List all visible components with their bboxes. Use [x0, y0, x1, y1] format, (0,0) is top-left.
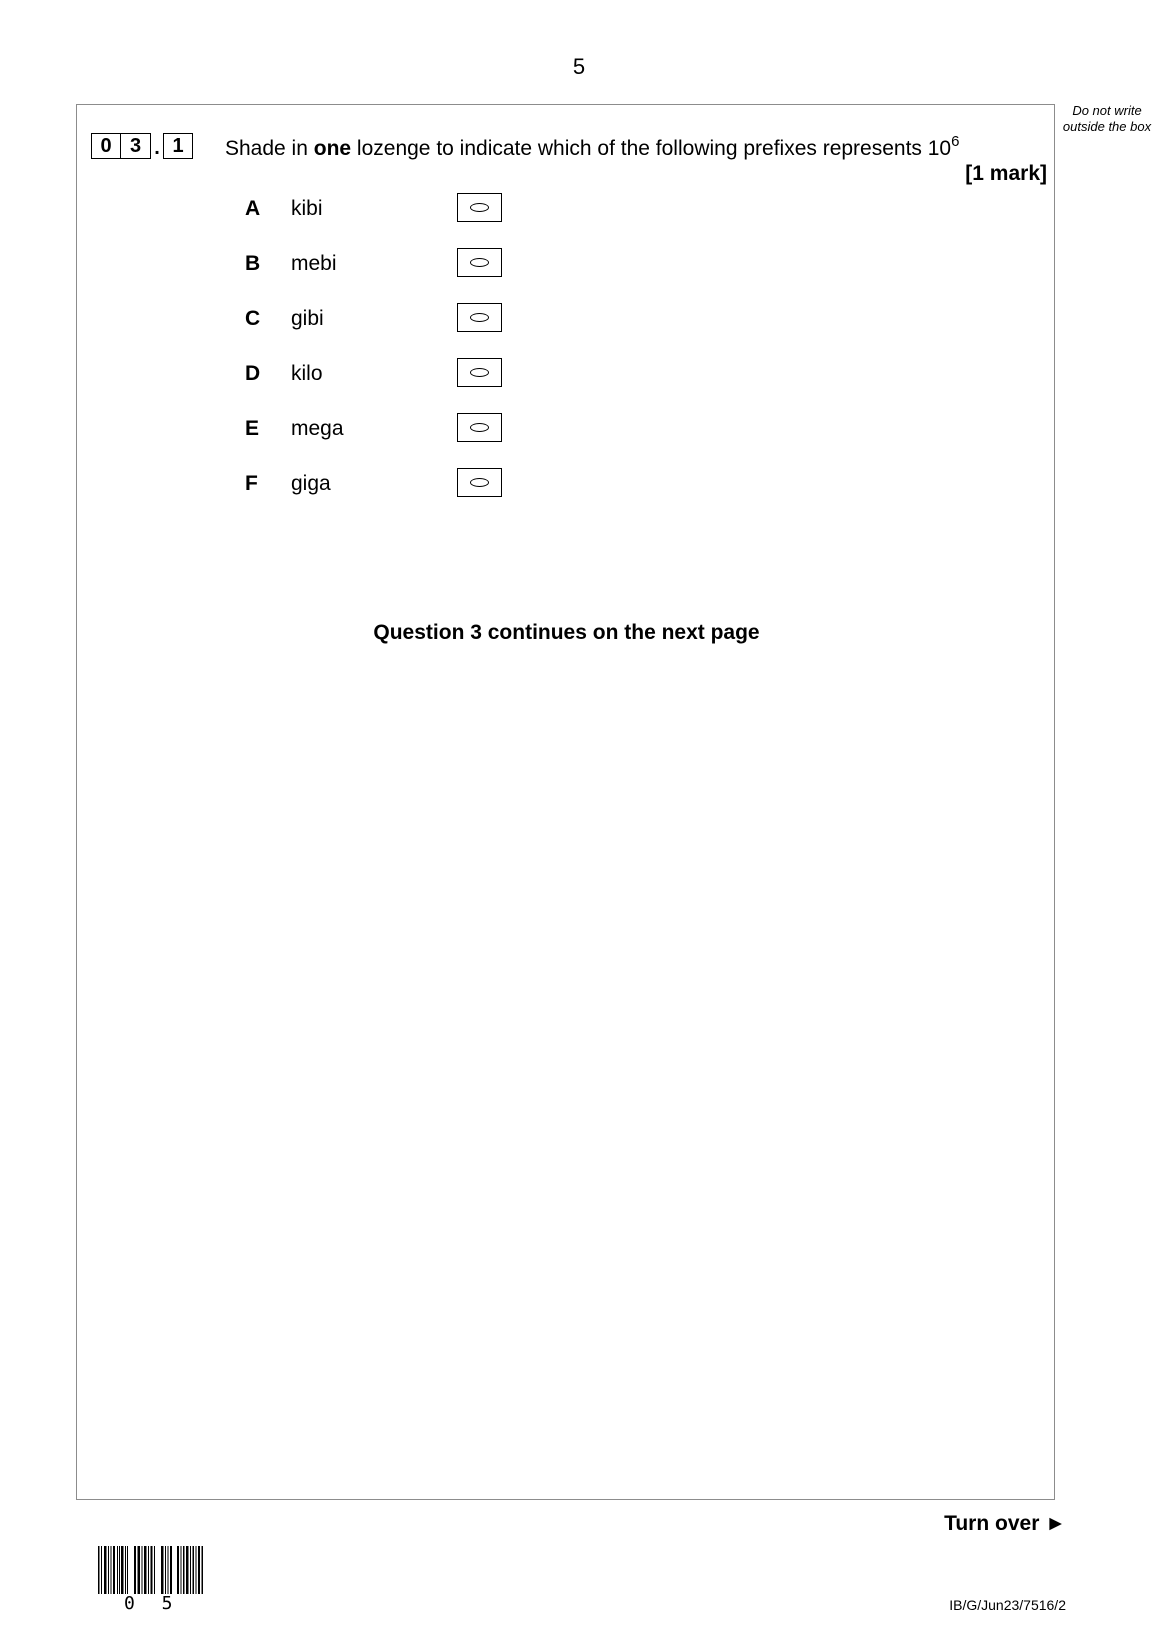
option-label: gibi	[291, 307, 324, 330]
question-part-box: 1	[163, 133, 193, 159]
lozenge-box[interactable]	[457, 468, 502, 497]
option-row	[0, 468, 600, 500]
question-text	[225, 133, 959, 161]
margin-note: Do not write outside the box	[1062, 103, 1152, 134]
continues-note: Question 3 continues on the next page	[373, 621, 760, 644]
option-letter: A	[245, 197, 261, 220]
lozenge-icon	[470, 423, 489, 432]
option-letter: C	[245, 307, 261, 330]
option-label: mebi	[291, 252, 337, 275]
option-label: mega	[291, 417, 344, 440]
lozenge-box[interactable]	[457, 193, 502, 222]
option-row	[0, 193, 600, 225]
option-label: kilo	[291, 362, 323, 385]
question-digit-box: 0	[91, 133, 121, 159]
lozenge-icon	[470, 368, 489, 377]
option-label: giga	[291, 472, 331, 495]
reference-code: IB/G/Jun23/7516/2	[949, 1597, 1066, 1613]
option-row	[0, 248, 600, 280]
option-letter: F	[245, 472, 258, 495]
page-number: 5	[572, 54, 586, 79]
lozenge-icon	[470, 313, 489, 322]
lozenge-box[interactable]	[457, 303, 502, 332]
question-text-before: Shade in	[225, 137, 314, 160]
barcode-number: 0 5	[124, 1593, 181, 1614]
question-separator: .	[154, 137, 160, 159]
lozenge-box[interactable]	[457, 248, 502, 277]
lozenge-box[interactable]	[457, 358, 502, 387]
lozenge-icon	[470, 478, 489, 487]
option-row	[0, 413, 600, 445]
question-text-emphasis: one	[313, 137, 352, 160]
question-text-after: lozenge to indicate which of the following prefixes represents 10	[351, 137, 952, 160]
option-letter: D	[245, 362, 261, 385]
turn-over-link[interactable]: Turn over ►	[944, 1512, 1066, 1535]
option-label: kibi	[291, 197, 323, 220]
barcode-icon	[98, 1546, 204, 1594]
option-row	[0, 303, 600, 335]
question-digit-box: 3	[121, 133, 151, 159]
option-letter: E	[245, 417, 260, 440]
lozenge-box[interactable]	[457, 413, 502, 442]
option-letter: B	[245, 252, 261, 275]
marks-label: [1 mark]	[965, 162, 1047, 185]
lozenge-icon	[470, 258, 489, 267]
question-number	[91, 132, 193, 160]
lozenge-icon	[470, 203, 489, 212]
option-row	[0, 358, 600, 390]
question-superscript: 6	[951, 133, 960, 150]
